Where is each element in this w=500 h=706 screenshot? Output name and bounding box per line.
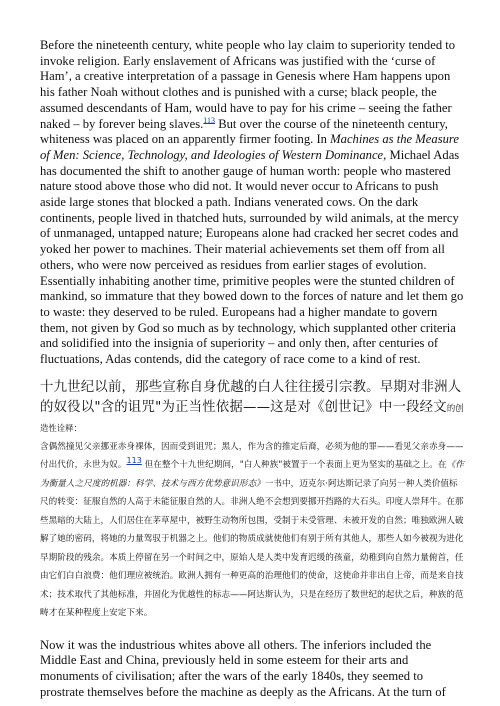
translation-text-b: 但在整个十九世纪期间，"白人种族"被置于一个表面上更为坚实的基础之上。在 (141, 460, 447, 471)
translation-text-c: 一书中，迈克尔·阿达斯记录了向另一种人类价值标尺的转变：征服自然的人高于未能征服自然的人。非洲人绝不会想到要挪开挡路的大石头。印度人崇拜牛。在那些黑暗的大陆上，人们居住在茅草屋中，被野生动物所包围，受制于未受管理、未被开发的自然；唯独欧洲人破解了她的密码，将她的力量驾驭于机器之上。他们的物质成就使他们有别于所有其他人，那些人如今被视为进化早期阶段的残余。本质上停留在另一个时间之中，原始人是人类中发育迟缓的孩童，幼稚到向自然力量俯首，任由它们白白浪费：他们理应被统治。欧洲人拥有一种更高的治理他们的使命，这使命并非出自上帝，而是来自技术；技术取代了其他标准，并固化为优越性的标志——阿达斯认为，只是在经历了数世纪的起伏之后，种族的范畴才在某种程度上安定下来。 (40, 478, 464, 619)
document-page (40, 38, 464, 701)
translation-footnote-ref-113[interactable]: 113 (126, 456, 142, 466)
book-title: Machines as the Measure of Men: Science, Technology, and Ideologies of Western Dominance (40, 132, 459, 162)
chinese-translation (40, 378, 464, 623)
english-paragraph-1 (40, 38, 464, 368)
footnote-ref-113[interactable]: 113 (203, 115, 216, 125)
paragraph-1-text-c: , Michael Adas has documented the shift to another gauge of human worth: people who mastered nature stood above those who did not. It would never occur to Africans to push aside large stones that blocked a path. Indians venerated cows. On the dark continents, people lived in thatched huts, surrounded by wild animals, at the mercy of unmanaged, untapped nature; Europeans alone had cracked her secret codes and yoked her power to machines. Their material achievements set them off from all others, who were now perceived as residues from earlier stages of evolution. Essentially inhabiting another time, primitive peoples were the stunted children of mankind, so immature that they bowed down to the forces of nature and let them go to waste: they deserved to be ruled. Europeans had a higher mandate to govern them, not given by God so much as by technology, which supplanted other criteria and solidified into the insignia of superiority – and only then, after centuries of fluctuations, Adas contends, did the category of race come to a kind of rest. (40, 147, 464, 367)
translation-head-small: 的创造性诠释： (40, 402, 464, 433)
english-paragraph-2 (40, 638, 464, 701)
translation-body (40, 438, 464, 623)
translation-text-a: 含偶然撞见父亲挪亚赤身裸体，因而受到诅咒；黑人，作为含的推定后裔，必须为他的罪——看见父亲赤身——付出代价，永世为奴。 (40, 441, 464, 471)
translation-book-title: 《作为衡量人之尺度的机器：科学、技术与西方优势意识形态》 (40, 460, 464, 489)
translation-head-large: 十九世纪以前，那些宣称自身优越的白人往往援引宗教。早期对非洲人的奴役以"含的诅咒"为正当性依据——这是对《创世记》中一段经文 (40, 379, 462, 415)
translation-heading (40, 378, 464, 438)
paragraph-1-text-a: Before the nineteenth century, white people who lay claim to superiority tended to invoke religion. Early enslavement of Africans was justified with the ‘curse of Ham’, a creative interpretation of a passage in Genesis where Ham happens upon his father Noah without clothes and is punished with a curse; black people, the assumed descendants of Ham, would have to pay for his crime – seeing the father naked – by forever being slaves. (40, 38, 456, 131)
paragraph-1-text-b: But over the course of the nineteenth century, whiteness was placed on an apparently firmer footing. In (40, 116, 448, 147)
paragraph-2-text: Now it was the industrious whites above all others. The inferiors included the Middle East and China, previously held in some esteem for their arts and monuments of civilisation; after the wars of the early 1840s, they seemed to prostrate themselves before the machine as deeply as the Africans. At the turn of (40, 637, 446, 699)
